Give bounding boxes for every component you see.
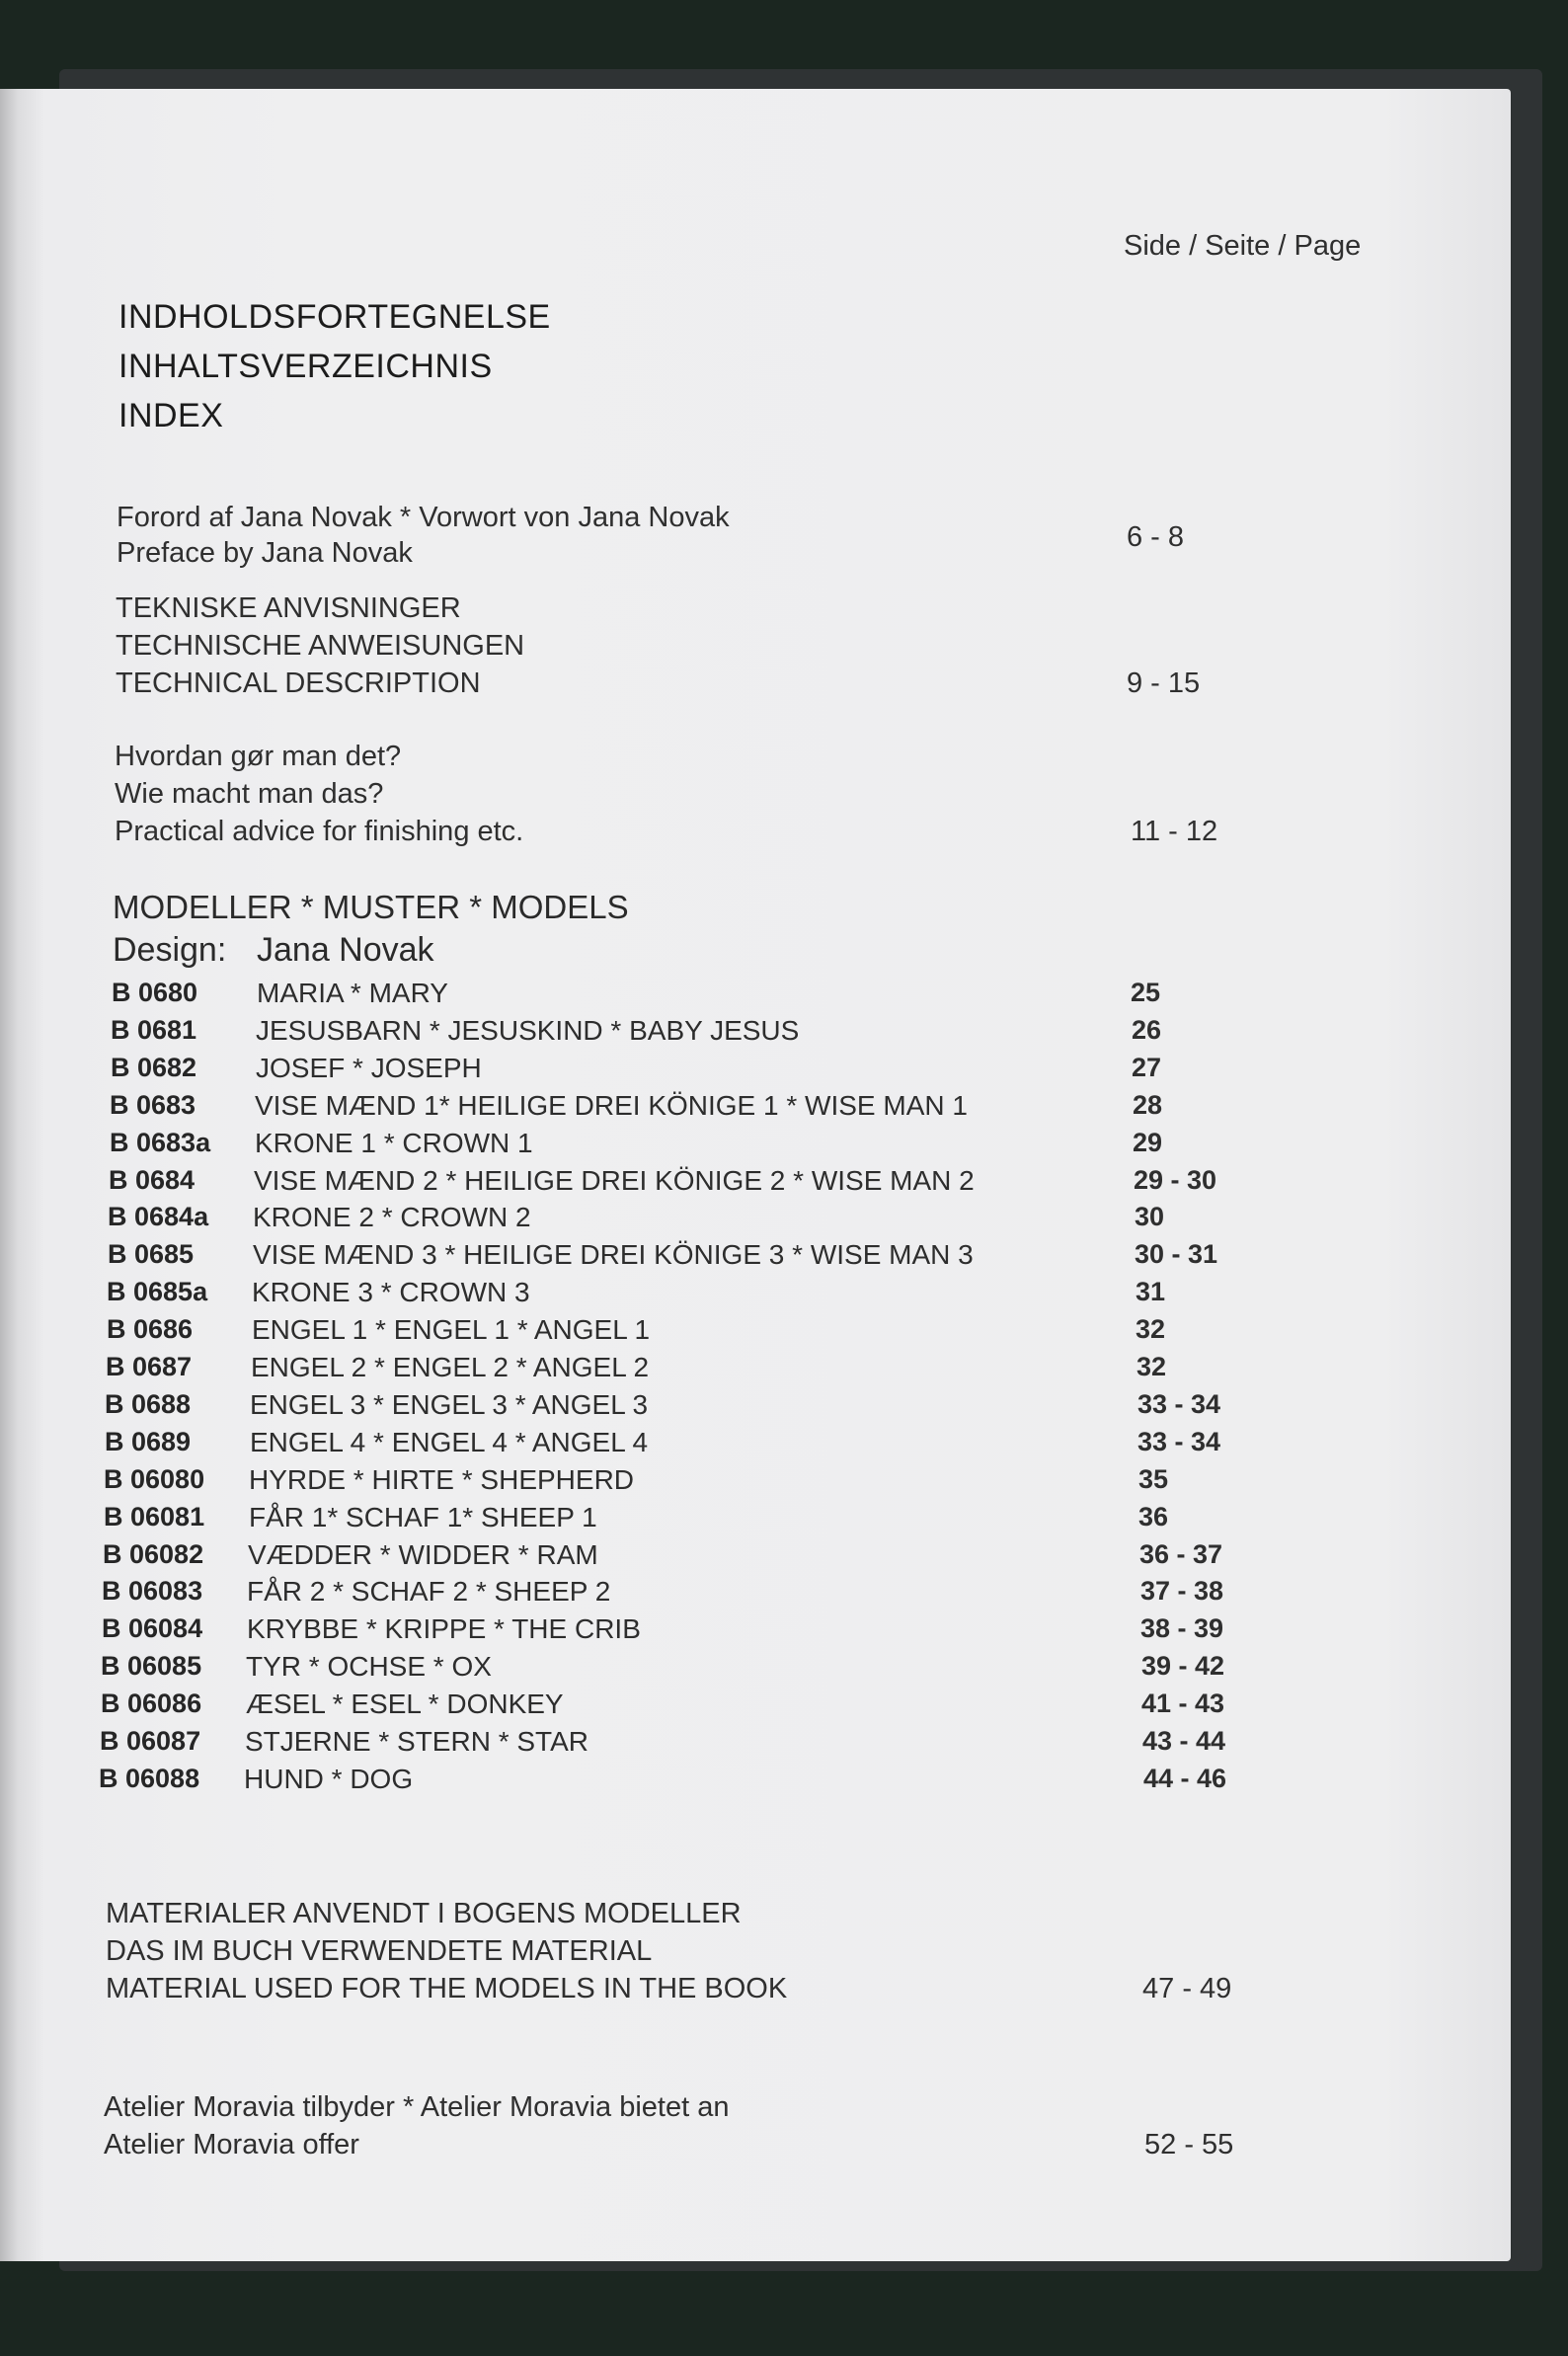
model-pages: 30 xyxy=(1135,1202,1165,1231)
index-page xyxy=(0,89,1511,2261)
designer-name: Jana Novak xyxy=(257,931,434,969)
model-code: B 0686 xyxy=(107,1314,194,1344)
model-code: B 06084 xyxy=(102,1613,203,1643)
model-name: ÆSEL * ESEL * DONKEY xyxy=(246,1688,564,1719)
page-column-label: Side / Seite / Page xyxy=(1124,230,1362,262)
model-name: VISE MÆND 2 * HEILIGE DREI KÖNIGE 2 * WISE MAN 2 xyxy=(254,1165,975,1196)
model-name: FÅR 1* SCHAF 1* SHEEP 1 xyxy=(249,1502,597,1532)
model-pages: 29 - 30 xyxy=(1134,1165,1217,1195)
model-code: B 0681 xyxy=(111,1015,197,1045)
model-pages: 44 - 46 xyxy=(1143,1764,1227,1793)
model-pages: 30 - 31 xyxy=(1135,1239,1218,1269)
model-code: B 0683a xyxy=(110,1128,211,1157)
model-pages: 36 xyxy=(1138,1502,1169,1531)
preface-pages: 6 - 8 xyxy=(1127,521,1185,553)
model-code: B 0689 xyxy=(105,1427,192,1456)
model-name: VÆDDER * WIDDER * RAM xyxy=(248,1539,598,1570)
model-code: B 06085 xyxy=(101,1651,202,1681)
model-pages: 32 xyxy=(1136,1314,1166,1344)
model-code: B 0682 xyxy=(111,1053,197,1082)
model-name: STJERNE * STERN * STAR xyxy=(245,1726,588,1757)
model-name: ENGEL 1 * ENGEL 1 * ANGEL 1 xyxy=(252,1314,651,1345)
advice-line: Wie macht man das? xyxy=(115,778,384,810)
model-code: B 0687 xyxy=(106,1352,193,1381)
model-code: B 0684a xyxy=(108,1202,209,1231)
model-name: MARIA * MARY xyxy=(257,978,448,1008)
model-name: ENGEL 3 * ENGEL 3 * ANGEL 3 xyxy=(250,1389,649,1420)
model-code: B 0685a xyxy=(107,1277,208,1306)
model-code: B 06080 xyxy=(104,1464,205,1494)
atelier-pages: 52 - 55 xyxy=(1144,2129,1234,2160)
advice-pages: 11 - 12 xyxy=(1131,816,1218,847)
model-pages: 33 - 34 xyxy=(1137,1389,1221,1419)
model-name: KRONE 3 * CROWN 3 xyxy=(252,1277,530,1307)
design-label: Design: xyxy=(113,931,227,969)
model-code: B 0680 xyxy=(112,978,198,1007)
model-pages: 38 - 39 xyxy=(1140,1613,1224,1643)
model-name: JESUSBARN * JESUSKIND * BABY JESUS xyxy=(256,1015,800,1046)
model-name: TYR * OCHSE * OX xyxy=(246,1651,492,1682)
title-line: INHALTSVERZEICHNIS xyxy=(118,348,493,385)
advice-line: Hvordan gør man det? xyxy=(115,741,402,772)
model-code: B 06082 xyxy=(103,1539,204,1569)
preface-line: Preface by Jana Novak xyxy=(117,537,413,569)
model-code: B 06086 xyxy=(101,1688,202,1718)
atelier-line: Atelier Moravia tilbyder * Atelier Moravia bietet an xyxy=(104,2091,730,2123)
model-name: JOSEF * JOSEPH xyxy=(256,1053,482,1083)
model-pages: 41 - 43 xyxy=(1141,1688,1225,1718)
materials-line: DAS IM BUCH VERWENDETE MATERIAL xyxy=(106,1935,653,1967)
model-pages: 26 xyxy=(1132,1015,1162,1045)
model-pages: 28 xyxy=(1133,1090,1163,1120)
model-pages: 29 xyxy=(1133,1128,1163,1157)
model-name: HYRDE * HIRTE * SHEPHERD xyxy=(249,1464,635,1495)
model-name: VISE MÆND 1* HEILIGE DREI KÖNIGE 1 * WISE MAN 1 xyxy=(255,1090,968,1121)
technical-line: TECHNICAL DESCRIPTION xyxy=(116,668,481,699)
model-name: ENGEL 2 * ENGEL 2 * ANGEL 2 xyxy=(251,1352,650,1382)
model-pages: 25 xyxy=(1131,978,1161,1007)
model-name: VISE MÆND 3 * HEILIGE DREI KÖNIGE 3 * WISE MAN 3 xyxy=(253,1239,974,1270)
models-heading: MODELLER * MUSTER * MODELS xyxy=(113,889,629,925)
model-name: KRYBBE * KRIPPE * THE CRIB xyxy=(247,1613,641,1644)
model-name: FÅR 2 * SCHAF 2 * SHEEP 2 xyxy=(247,1576,611,1607)
model-pages: 43 - 44 xyxy=(1142,1726,1226,1756)
model-name: ENGEL 4 * ENGEL 4 * ANGEL 4 xyxy=(250,1427,649,1457)
model-code: B 0688 xyxy=(105,1389,192,1419)
advice-line: Practical advice for finishing etc. xyxy=(115,816,524,847)
preface-line: Forord af Jana Novak * Vorwort von Jana Novak xyxy=(117,502,730,533)
technical-line: TECHNISCHE ANWEISUNGEN xyxy=(116,630,525,662)
model-code: B 06083 xyxy=(102,1576,203,1606)
atelier-line: Atelier Moravia offer xyxy=(104,2129,359,2160)
model-pages: 35 xyxy=(1138,1464,1169,1494)
model-code: B 0683 xyxy=(110,1090,196,1120)
model-code: B 0685 xyxy=(108,1239,195,1269)
model-code: B 06087 xyxy=(100,1726,201,1756)
model-pages: 32 xyxy=(1137,1352,1167,1381)
model-code: B 0684 xyxy=(109,1165,196,1195)
model-name: KRONE 1 * CROWN 1 xyxy=(255,1128,533,1158)
model-pages: 37 - 38 xyxy=(1140,1576,1224,1606)
model-pages: 31 xyxy=(1136,1277,1166,1306)
model-code: B 06088 xyxy=(99,1764,200,1793)
technical-pages: 9 - 15 xyxy=(1127,668,1201,699)
model-code: B 06081 xyxy=(104,1502,205,1531)
materials-line: MATERIALER ANVENDT I BOGENS MODELLER xyxy=(106,1898,742,1929)
technical-line: TEKNISKE ANVISNINGER xyxy=(116,592,461,624)
model-pages: 27 xyxy=(1132,1053,1162,1082)
materials-line: MATERIAL USED FOR THE MODELS IN THE BOOK xyxy=(106,1973,788,2004)
model-pages: 36 - 37 xyxy=(1139,1539,1223,1569)
title-line: INDEX xyxy=(118,397,224,434)
title-line: INDHOLDSFORTEGNELSE xyxy=(118,298,551,336)
model-name: KRONE 2 * CROWN 2 xyxy=(253,1202,531,1232)
model-pages: 33 - 34 xyxy=(1137,1427,1221,1456)
model-pages: 39 - 42 xyxy=(1141,1651,1225,1681)
model-name: HUND * DOG xyxy=(244,1764,414,1794)
materials-pages: 47 - 49 xyxy=(1142,1973,1232,2004)
